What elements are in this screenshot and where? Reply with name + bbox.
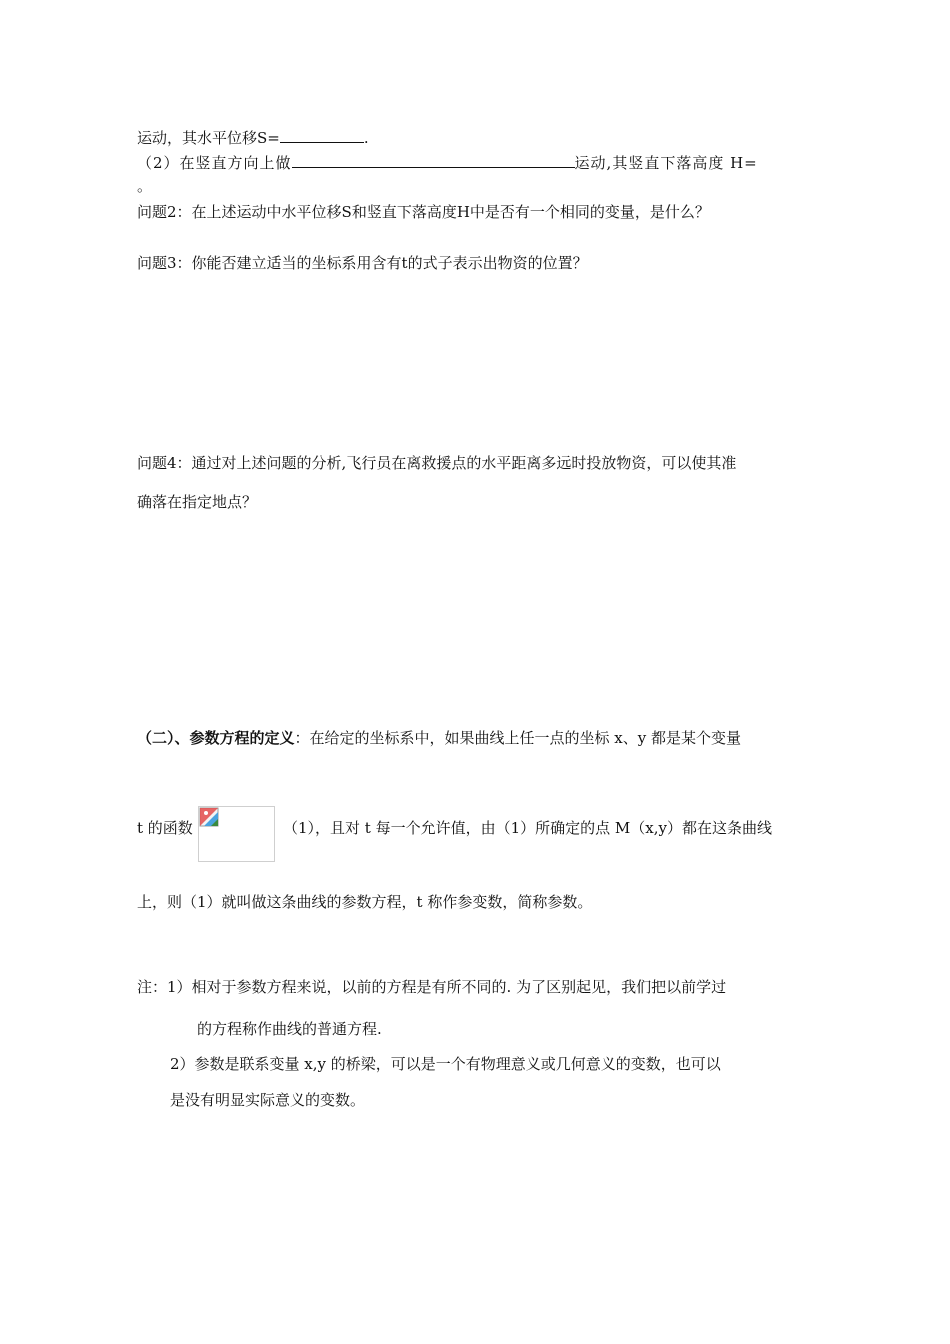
note-2-line-2: 是没有明显实际意义的变数。 [170,1091,366,1109]
note-2-line-1: 2）参数是联系变量 x,y 的桥梁，可以是一个有物理意义或几何意义的变数，也可以 [170,1055,721,1073]
definition-line-1: （二）、参数方程的定义：在给定的坐标系中，如果曲线上任一点的坐标 x、y 都是某个变量 [137,729,741,747]
question-4-line-2: 确落在指定地点？ [137,493,258,511]
definition-heading: （二）、参数方程的定义 [137,729,295,747]
equation-image-placeholder [198,806,275,862]
line-vertical-motion: （2）在竖直方向上做 运动,其竖直下落高度 H= [137,154,758,172]
question-4-line-1: 问题4：通过对上述问题的分析,飞行员在离救援点的水平距离多远时投放物资，可以使其准 [137,454,737,472]
line-period: 。 [137,177,153,195]
definition-line-3: 上，则（1）就叫做这条曲线的参数方程，t 称作参变数，简称参数。 [137,893,593,911]
line-horizontal-displacement: 运动，其水平位移S= . [137,129,369,147]
note-1-line-2: 的方程称作曲线的普通方程. [197,1020,382,1038]
blank-vertical-motion[interactable] [292,153,575,168]
question-3: 问题3：你能否建立适当的坐标系用含有t的式子表示出物资的位置？ [137,254,588,272]
broken-image-icon [199,807,219,827]
question-2: 问题2：在上述运动中水平位移S和竖直下落高度H中是否有一个相同的变量，是什么？ [137,203,710,221]
definition-line-2b: （1），且对 t 每一个允许值，由（1）所确定的点 M（x,y）都在这条曲线 [283,819,772,837]
blank-horizontal-displacement[interactable] [280,128,364,143]
definition-line-2a: t 的函数 [137,819,193,837]
note-1-line-1: 注：1）相对于参数方程来说，以前的方程是有所不同的. 为了区别起见，我们把以前学过 [137,978,727,996]
